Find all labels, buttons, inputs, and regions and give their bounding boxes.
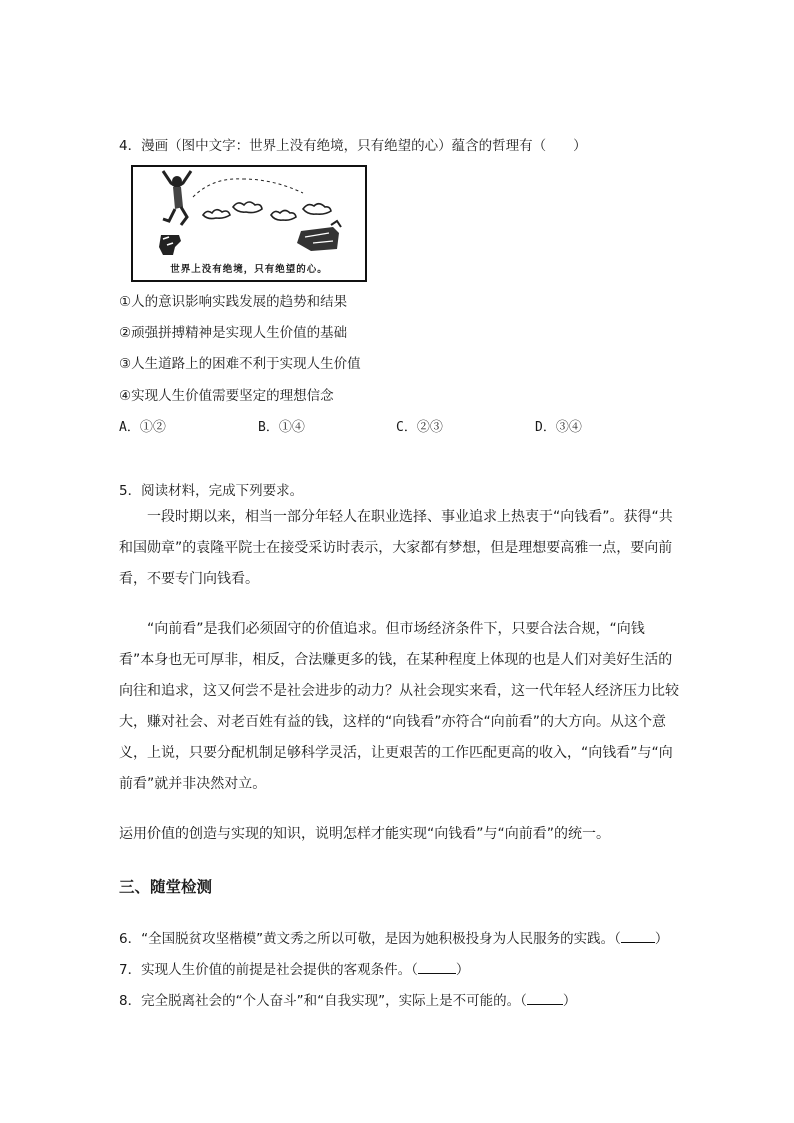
q4-option-a[interactable]: A．①② — [119, 420, 166, 435]
q4-statement-3: ③人生道路上的困难不利于实现人生价值 — [119, 356, 361, 372]
q4-option-d[interactable]: D．③④ — [535, 420, 582, 435]
q5-material-1 — [119, 502, 679, 595]
cartoon-caption: 世界上没有绝境，只有绝望的心。 — [170, 264, 328, 275]
judgement-6 — [119, 927, 668, 947]
judgement-7 — [119, 958, 469, 978]
judgement-6-blank[interactable] — [621, 928, 655, 943]
judgement-6-close: ） — [654, 931, 669, 947]
judgement-6-text: 6．“全国脱贫攻坚楷模”黄文秀之所以可敬，是因为她积极投身为人民服务的实践。（ — [119, 931, 621, 947]
q4-option-c[interactable]: C．②③ — [396, 420, 443, 435]
q5-stem: 5．阅读材料，完成下列要求。 — [119, 483, 304, 499]
q5-material-1-text: 一段时期以来，相当一部分年轻人在职业选择、事业追求上热衷于“向钱看”。获得“共和国勋章”的袁隆平院士在接受采访时表示，大家都有梦想，但是理想要高雅一点，要向前看，不要专门向钱看。 — [119, 509, 673, 587]
judgement-7-close: ） — [455, 962, 470, 978]
q5-question: 运用价值的创造与实现的知识，说明怎样才能实现“向钱看”与“向前看”的统一。 — [119, 826, 611, 842]
judgement-7-text: 7．实现人生价值的前提是社会提供的客观条件。（ — [119, 962, 418, 978]
q4-statement-1: ①人的意识影响实践发展的趋势和结果 — [119, 294, 348, 310]
section-3-title: 三、随堂检测 — [119, 878, 213, 896]
q4-statement-4: ④实现人生价值需要坚定的理想信念 — [119, 388, 334, 404]
judgement-8-text: 8．完全脱离社会的“个人奋斗”和“自我实现”，实际上是不可能的。（ — [119, 993, 527, 1009]
q4-statement-2: ②顽强拼搏精神是实现人生价值的基础 — [119, 325, 348, 341]
cartoon-image — [131, 165, 367, 282]
q5-material-2-text: “向前看”是我们必须固守的价值追求。但市场经济条件下，只要合法合规，“向钱看”本身也无可厚非，相反，合法赚更多的钱，在某种程度上体现的也是人们对美好生活的向往和追求，这又何尝不是社会进步的动力？从社会现实来看，这一代年轻人经济压力比较大，赚对社会、对老百姓有益的钱，这样的“向钱看”亦符合“向前看”的大方向。从这个意义，上说，只要分配机制足够科学灵活，让更艰苦的工作匹配更高的收入，“向钱看”与“向前看”就并非决然对立。 — [119, 621, 679, 792]
q4-option-b[interactable]: B．①④ — [258, 420, 305, 435]
judgement-7-blank[interactable] — [418, 959, 456, 974]
judgement-8-close: ） — [562, 993, 577, 1009]
judgement-8 — [119, 989, 576, 1009]
q5-material-2 — [119, 614, 679, 800]
judgement-8-blank[interactable] — [527, 990, 563, 1005]
q4-stem: 4．漫画（图中文字：世界上没有绝境，只有绝望的心）蕴含的哲理有（ ） — [119, 138, 587, 154]
